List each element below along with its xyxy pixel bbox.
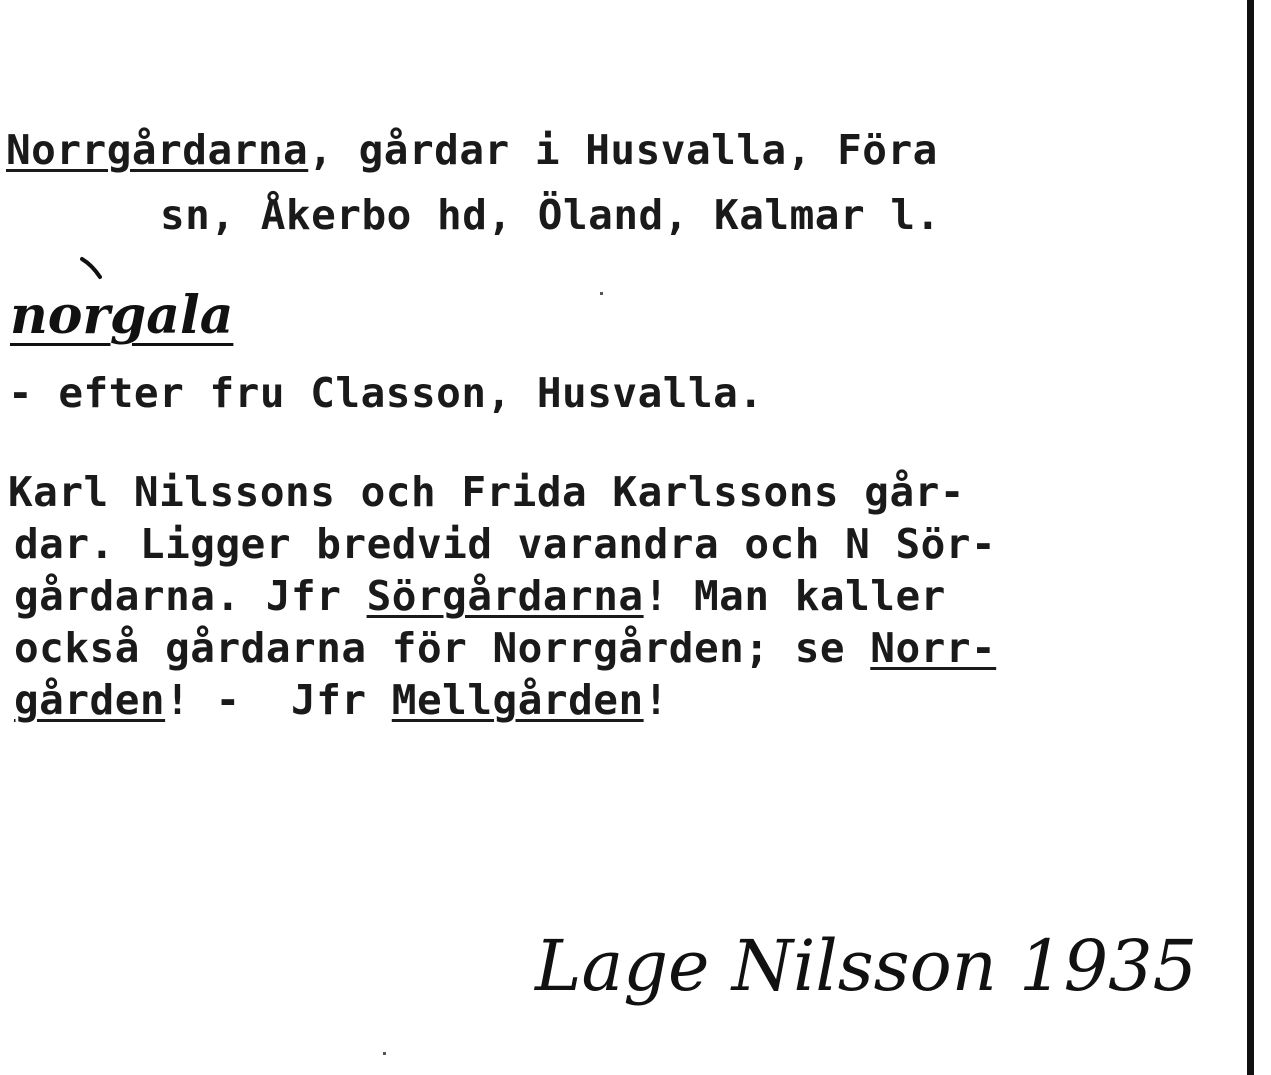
location-line: sn, Åkerbo hd, Öland, Kalmar l.	[160, 191, 941, 239]
body-line-4	[14, 622, 996, 674]
speck	[383, 1052, 386, 1055]
ref-norrgarden-part1: Norr-	[870, 624, 997, 672]
body-line-3	[14, 570, 946, 622]
ref-norrgarden-part2: gården	[14, 676, 166, 724]
body-line-5-tail: !	[643, 676, 669, 724]
body-line-5-text: ! - Jfr	[165, 676, 392, 724]
body-line-3-tail: ! Man kaller	[643, 572, 946, 620]
grave-accent-mark	[78, 255, 108, 283]
source-line: - efter fru Classon, Husvalla.	[8, 369, 764, 417]
signature-handwritten: Lage Nilsson 1935	[535, 925, 1198, 1007]
card-edge-line	[1247, 0, 1254, 1075]
body-line-3-text: gårdarna. Jfr	[14, 572, 367, 620]
ref-mellgarden: Mellgården	[391, 676, 644, 724]
pronunciation-handwritten: norgala	[10, 285, 234, 346]
heading-line	[6, 124, 938, 176]
speck	[600, 292, 603, 295]
body-line-4-text: också gårdarna för Norrgården; se	[14, 624, 871, 672]
body-line-1: Karl Nilssons och Frida Karlssons går-	[8, 468, 965, 516]
headword: Norrgårdarna	[6, 126, 309, 174]
body-line-2: dar. Ligger bredvid varandra och N Sör-	[14, 520, 997, 568]
ref-sorgardarna: Sörgårdarna	[366, 572, 644, 620]
heading-rest: , gårdar i Husvalla, Föra	[308, 126, 938, 174]
body-line-5	[14, 674, 669, 726]
